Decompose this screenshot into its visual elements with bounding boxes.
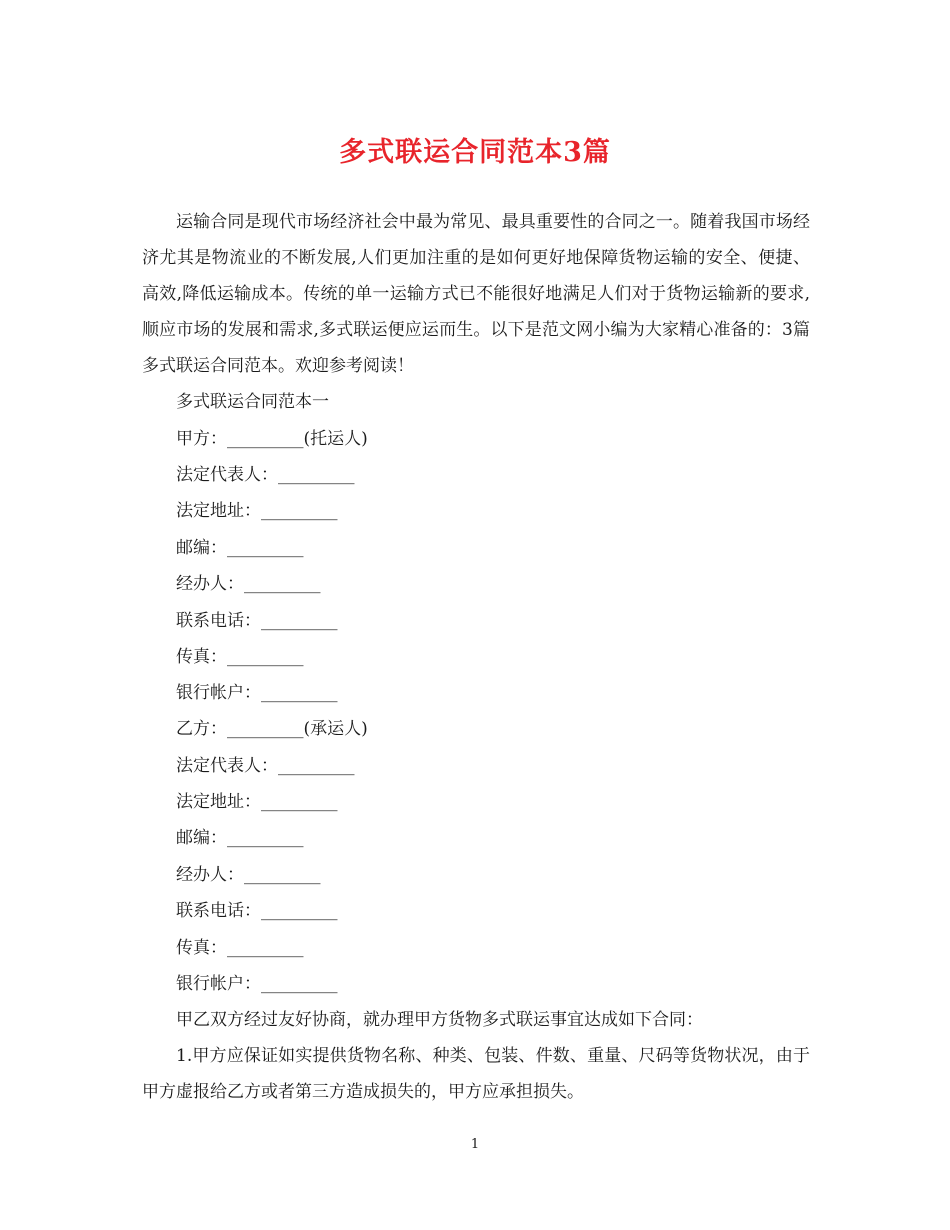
- party-a-legal-address: 法定地址：_________: [176, 501, 338, 521]
- party-a-line: 甲方：_________(托运人): [176, 429, 368, 449]
- party-a-agent: 经办人：_________: [176, 574, 321, 594]
- party-b-bank-account: 银行帐户：_________: [176, 974, 338, 994]
- party-b-legal-rep: 法定代表人：_________: [176, 756, 355, 776]
- page-number: 1: [470, 1137, 480, 1152]
- party-a-bank-account: 银行帐户：_________: [176, 683, 338, 703]
- party-b-line: 乙方：_________(承运人): [176, 719, 368, 739]
- party-b-postcode: 邮编：_________: [176, 828, 304, 848]
- intro-paragraph: 运输合同是现代市场经济社会中最为常见、最具重要性的合同之一。随着我国市场经济尤其是物流业的不断发展,人们更加注重的是如何更好地保障货物运输的安全、便捷、高效,降低运输成本。传统的单一运输方式已不能很好地满足人们对于货物运输新的要求,顺应市场的发展和需求,多式联运便应运而生。以下是范文网小编为大家精心准备的：3篇多式联运合同范本。欢迎参考阅读！: [142, 212, 810, 376]
- party-a-legal-rep: 法定代表人：_________: [176, 465, 355, 485]
- agreement-statement: 甲乙双方经过友好协商，就办理甲方货物多式联运事宜达成如下合同：: [176, 1010, 703, 1030]
- party-b-agent: 经办人：_________: [176, 865, 321, 885]
- party-a-fax: 传真：_________: [176, 647, 304, 667]
- clause-1: 1.甲方应保证如实提供货物名称、种类、包装、件数、重量、尺码等货物状况，由于甲方虚报给乙方或者第三方造成损失的，甲方应承担损失。: [142, 1046, 810, 1102]
- party-b-legal-address: 法定地址：_________: [176, 792, 338, 812]
- party-b-phone: 联系电话：_________: [176, 901, 338, 921]
- section-heading: 多式联运合同范本一: [176, 392, 329, 412]
- document-title: 多式联运合同范本3篇: [339, 137, 611, 168]
- party-b-fax: 传真：_________: [176, 938, 304, 958]
- party-a-postcode: 邮编：_________: [176, 538, 304, 558]
- party-a-phone: 联系电话：_________: [176, 611, 338, 631]
